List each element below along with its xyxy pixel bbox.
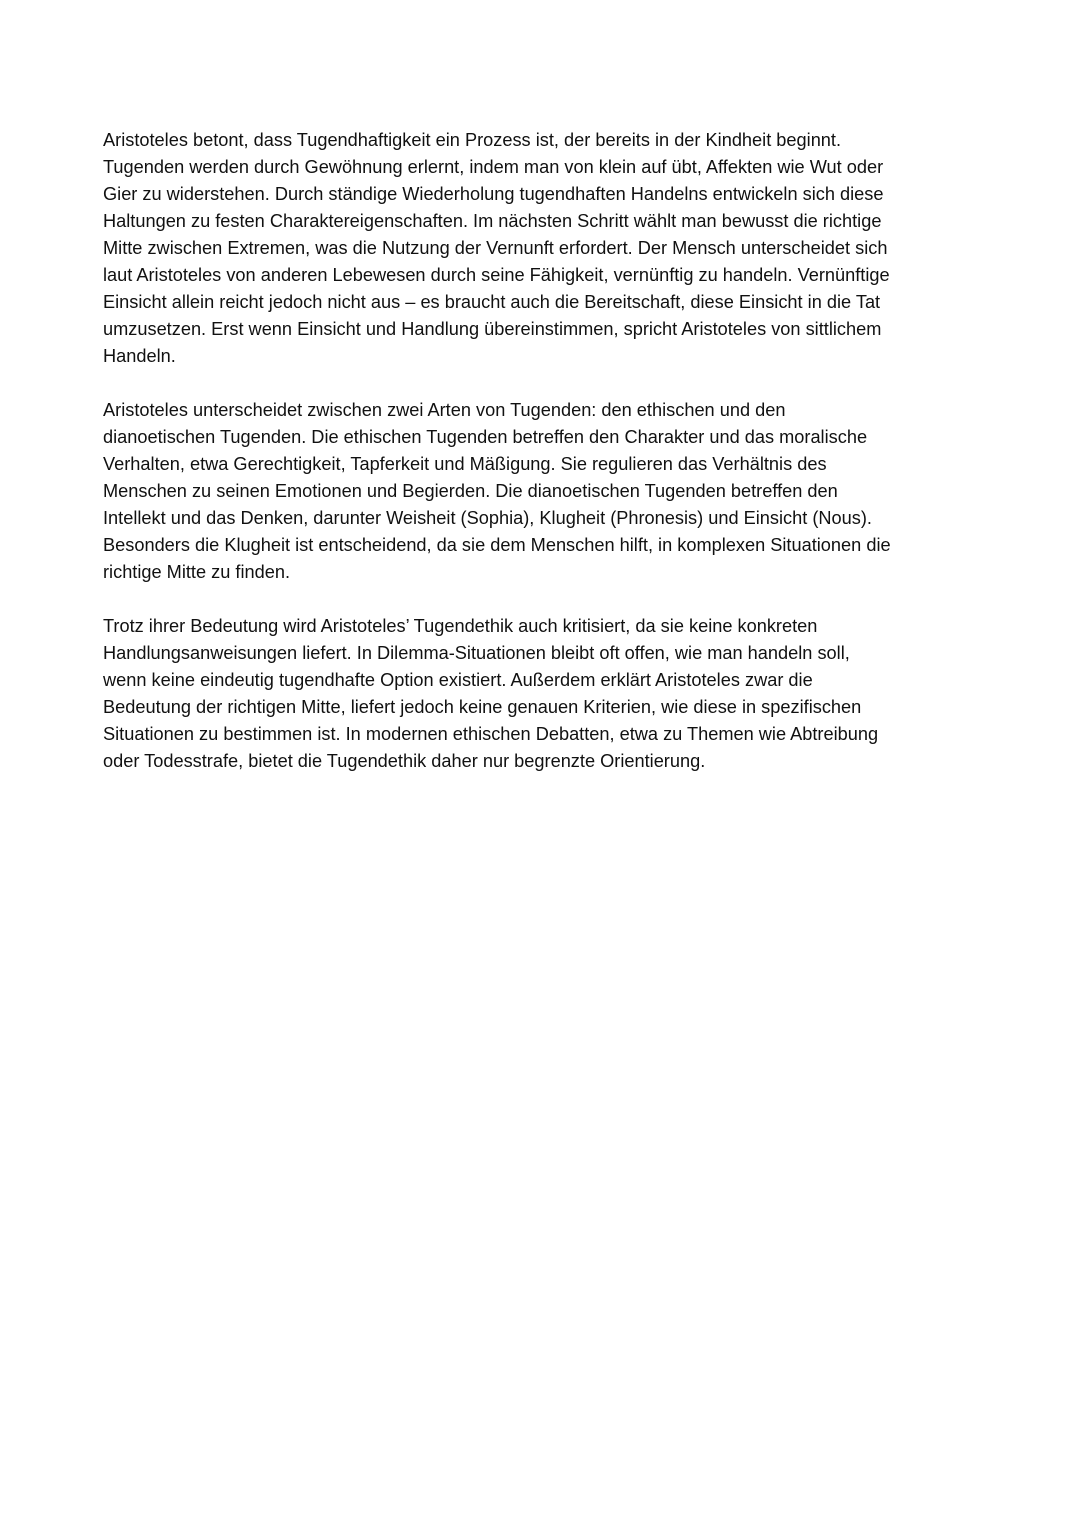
- paragraph-1: [103, 127, 983, 370]
- text-line: Situationen zu bestimmen ist. In modernen ethischen Debatten, etwa zu Themen wie Abtreibung: [103, 724, 879, 744]
- text-line: Gier zu widerstehen. Durch ständige Wiederholung tugendhaften Handelns entwickeln sich diese: [103, 184, 884, 204]
- text-line: Verhalten, etwa Gerechtigkeit, Tapferkeit und Mäßigung. Sie regulieren das Verhältnis des: [103, 454, 827, 474]
- document-body: [103, 127, 983, 775]
- text-line: richtige Mitte zu finden.: [103, 562, 291, 582]
- text-line: Haltungen zu festen Charaktereigenschaften. Im nächsten Schritt wählt man bewusst die richtige: [103, 211, 882, 231]
- text-line: Intellekt und das Denken, darunter Weisheit (Sophia), Klugheit (Phronesis) und Einsicht (Nous).: [103, 508, 872, 528]
- text-line: oder Todesstrafe, bietet die Tugendethik daher nur begrenzte Orientierung.: [103, 751, 706, 771]
- text-line: Tugenden werden durch Gewöhnung erlernt, indem man von klein auf übt, Affekten wie Wut oder: [103, 157, 884, 177]
- text-line: Handlungsanweisungen liefert. In Dilemma-Situationen bleibt oft offen, wie man handeln soll,: [103, 643, 850, 663]
- text-line: Handeln.: [103, 346, 176, 366]
- text-line: Mitte zwischen Extremen, was die Nutzung der Vernunft erfordert. Der Mensch unterscheidet sich: [103, 238, 888, 258]
- text-line: Trotz ihrer Bedeutung wird Aristoteles’ Tugendethik auch kritisiert, da sie keine konkreten: [103, 616, 818, 636]
- text-line: Einsicht allein reicht jedoch nicht aus – es braucht auch die Bereitschaft, diese Einsicht in die Tat: [103, 292, 881, 312]
- paragraph-2: [103, 397, 983, 586]
- text-line: Aristoteles unterscheidet zwischen zwei Arten von Tugenden: den ethischen und den: [103, 400, 786, 420]
- text-line: laut Aristoteles von anderen Lebewesen durch seine Fähigkeit, vernünftig zu handeln. Vernünftige: [103, 265, 890, 285]
- text-line: Besonders die Klugheit ist entscheidend, da sie dem Menschen hilft, in komplexen Situationen die: [103, 535, 891, 555]
- text-line: Bedeutung der richtigen Mitte, liefert jedoch keine genauen Kriterien, wie diese in spezifischen: [103, 697, 862, 717]
- text-line: dianoetischen Tugenden. Die ethischen Tugenden betreffen den Charakter und das moralische: [103, 427, 868, 447]
- text-line: Aristoteles betont, dass Tugendhaftigkeit ein Prozess ist, der bereits in der Kindheit beginnt.: [103, 130, 842, 150]
- paragraph-3: [103, 613, 983, 775]
- text-line: Menschen zu seinen Emotionen und Begierden. Die dianoetischen Tugenden betreffen den: [103, 481, 838, 501]
- text-line: umzusetzen. Erst wenn Einsicht und Handlung übereinstimmen, spricht Aristoteles von sittlichem: [103, 319, 882, 339]
- text-line: wenn keine eindeutig tugendhafte Option existiert. Außerdem erklärt Aristoteles zwar die: [103, 670, 813, 690]
